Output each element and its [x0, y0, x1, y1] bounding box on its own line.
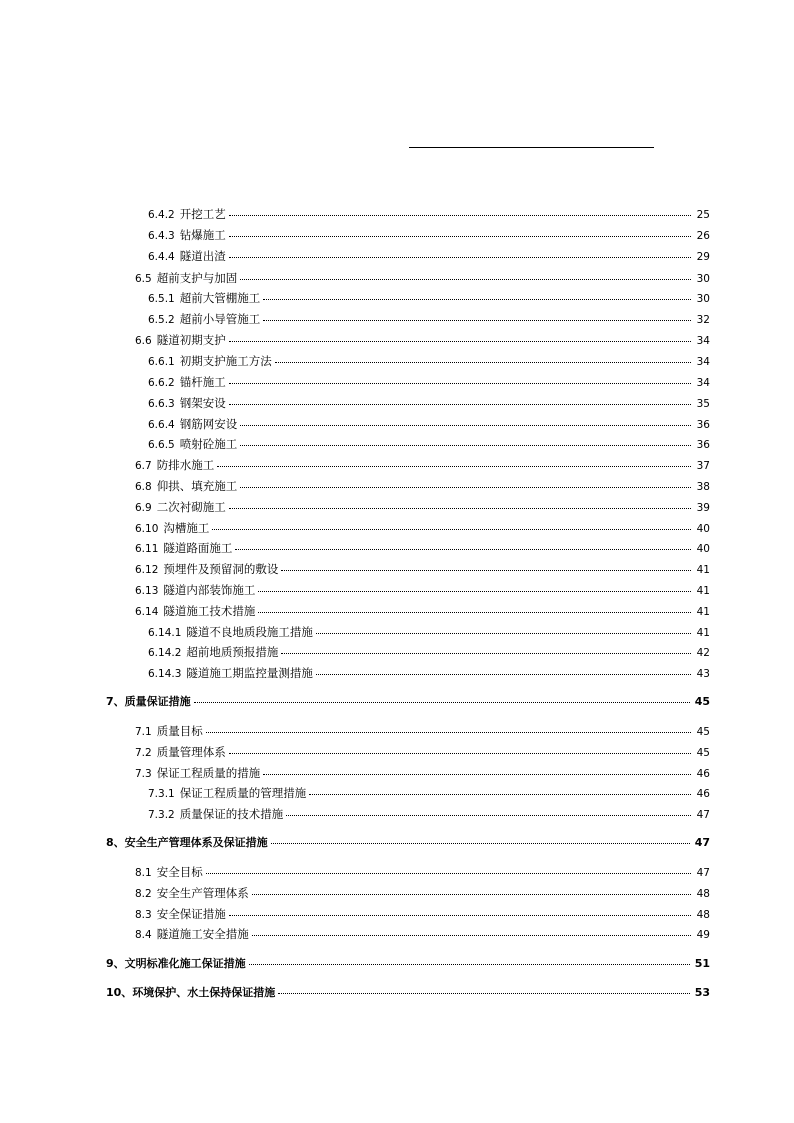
toc-entry-number: 6.6.5 [148, 439, 175, 451]
dot-leader [275, 362, 691, 363]
toc-entry[interactable] [148, 248, 710, 264]
toc-entry[interactable] [135, 603, 710, 619]
toc-entry-page: 41 [696, 585, 710, 597]
toc-entry-title: 超前支护与加固 [156, 271, 238, 285]
toc-entry-number: 8.1 [135, 867, 152, 879]
toc-entry-page: 41 [696, 564, 710, 576]
toc-entry-number: 6.6.3 [148, 398, 175, 410]
dot-leader [316, 633, 691, 634]
dot-leader [309, 794, 691, 795]
dot-leader [229, 341, 691, 342]
toc-entry-page: 53 [694, 986, 710, 999]
dot-leader [235, 549, 691, 550]
toc-entry[interactable] [135, 765, 710, 781]
toc-entry[interactable] [148, 290, 710, 306]
toc-entry[interactable] [135, 906, 710, 922]
toc-entry[interactable] [148, 624, 710, 640]
toc-entry-page: 30 [696, 293, 710, 305]
toc-entry-title: 钻爆施工 [179, 228, 226, 242]
dot-leader [229, 383, 691, 384]
dot-leader [271, 843, 690, 844]
toc-entry-page: 47 [696, 809, 710, 821]
toc-entry-title: 初期支护施工方法 [179, 354, 272, 368]
toc-entry-title: 隧道施工技术措施 [163, 604, 256, 618]
dot-leader [206, 732, 691, 733]
toc-entry-page: 36 [696, 419, 710, 431]
toc-entry[interactable] [148, 353, 710, 369]
toc-entry-title: 保证工程质量的管理措施 [179, 786, 307, 800]
toc-entry-number: 6.6.2 [148, 377, 175, 389]
toc-entry-page: 42 [696, 647, 710, 659]
dot-leader [229, 915, 691, 916]
toc-entry-number: 8、 [106, 836, 125, 849]
toc-entry[interactable] [135, 744, 710, 760]
toc-entry[interactable] [135, 885, 710, 901]
toc-entry[interactable] [148, 374, 710, 390]
toc-entry-number: 7.3.1 [148, 788, 175, 800]
toc-entry[interactable] [148, 416, 710, 432]
toc-entry-page: 45 [696, 747, 710, 759]
toc-entry-page: 35 [696, 398, 710, 410]
toc-entry[interactable] [148, 227, 710, 243]
toc-entry-title: 仰拱、填充施工 [156, 479, 238, 493]
dot-leader [286, 815, 691, 816]
toc-entry-number: 6.4.2 [148, 209, 175, 221]
toc-entry-number: 6.13 [135, 585, 159, 597]
toc-entry-title: 钢筋网安设 [179, 417, 238, 431]
toc-entry-number: 7、 [106, 695, 125, 708]
toc-entry-number: 6.11 [135, 543, 159, 555]
dot-leader [281, 570, 691, 571]
toc-entry-title: 质量管理体系 [156, 745, 226, 759]
toc-entry-title: 钢架安设 [179, 396, 226, 410]
toc-entry-number: 9、 [106, 957, 125, 970]
dot-leader [316, 674, 691, 675]
toc-entry-page: 49 [696, 929, 710, 941]
toc-entry-title: 安全保证措施 [156, 907, 226, 921]
toc-entry-page: 38 [696, 481, 710, 493]
toc-entry-number: 6.6 [135, 335, 152, 347]
toc-entry-title: 隧道初期支护 [156, 333, 226, 347]
dot-leader [240, 445, 691, 446]
toc-entry-title: 二次衬砌施工 [156, 500, 226, 514]
toc-entry-page: 37 [696, 460, 710, 472]
toc-entry-title: 隧道路面施工 [163, 541, 233, 555]
toc-entry-page: 43 [696, 668, 710, 680]
toc-entry[interactable] [135, 499, 710, 515]
toc-entry-number: 6.14.1 [148, 627, 182, 639]
toc-entry-title: 超前大管棚施工 [179, 291, 261, 305]
dot-leader [229, 236, 691, 237]
toc-entry-number: 6.7 [135, 460, 152, 472]
toc-entry[interactable] [135, 270, 710, 286]
toc-entry-number: 6.5.1 [148, 293, 175, 305]
toc-entry-number: 7.2 [135, 747, 152, 759]
toc-entry-page: 40 [696, 523, 710, 535]
toc-entry-number: 8.2 [135, 888, 152, 900]
toc-entry[interactable] [148, 665, 710, 681]
dot-leader [240, 425, 691, 426]
dot-leader [206, 873, 691, 874]
dot-leader [229, 753, 691, 754]
toc-entry-page: 46 [696, 788, 710, 800]
toc-entry[interactable] [106, 694, 710, 710]
toc-entry[interactable] [148, 644, 710, 660]
toc-entry-number: 6.12 [135, 564, 159, 576]
toc-entry[interactable] [135, 926, 710, 942]
toc-entry-page: 32 [696, 314, 710, 326]
toc-entry-number: 8.4 [135, 929, 152, 941]
dot-leader [229, 257, 691, 258]
toc-entry-title: 锚杆施工 [179, 375, 226, 389]
toc-entry-page: 47 [694, 836, 710, 849]
toc-entry-page: 41 [696, 606, 710, 618]
toc-entry[interactable] [135, 457, 710, 473]
toc-entry-title: 喷射砼施工 [179, 437, 238, 451]
dot-leader [263, 320, 691, 321]
dot-leader [229, 508, 691, 509]
toc-entry-title: 文明标准化施工保证措施 [124, 957, 246, 970]
toc-entry-page: 26 [696, 230, 710, 242]
toc-entry-title: 质量保证措施 [124, 695, 191, 708]
dot-leader [217, 466, 691, 467]
toc-entry-page: 30 [696, 273, 710, 285]
toc-entry[interactable] [106, 985, 710, 1001]
toc-entry-page: 46 [696, 768, 710, 780]
toc-entry[interactable] [135, 723, 710, 739]
toc-entry[interactable] [135, 540, 710, 556]
toc-entry-number: 8.3 [135, 909, 152, 921]
toc-entry-number: 6.14.2 [148, 647, 182, 659]
toc-entry-title: 隧道内部装饰施工 [163, 583, 256, 597]
toc-entry-page: 34 [696, 335, 710, 347]
toc-entry-page: 36 [696, 439, 710, 451]
toc-entry-title: 质量目标 [156, 724, 203, 738]
toc-entry-number: 6.14.3 [148, 668, 182, 680]
toc-entry-number: 6.10 [135, 523, 159, 535]
toc-entry[interactable] [148, 436, 710, 452]
toc-entry-title: 沟槽施工 [163, 521, 210, 535]
toc-entry-title: 开挖工艺 [179, 207, 226, 221]
toc-entry-title: 环境保护、水土保持保证措施 [132, 986, 276, 999]
toc-entry[interactable] [106, 835, 710, 851]
toc-entry-page: 34 [696, 377, 710, 389]
toc-entry[interactable] [135, 478, 710, 494]
toc-entry-page: 41 [696, 627, 710, 639]
dot-leader [252, 894, 691, 895]
dot-leader [249, 964, 690, 965]
dot-leader [263, 299, 691, 300]
toc-entry[interactable] [148, 806, 710, 822]
toc-entry[interactable] [106, 956, 710, 972]
toc-entry-title: 超前小导管施工 [179, 312, 261, 326]
toc-entry-number: 10、 [106, 986, 133, 999]
toc-entry-number: 6.5.2 [148, 314, 175, 326]
toc-entry-number: 7.1 [135, 726, 152, 738]
dot-leader [240, 279, 691, 280]
dot-leader [212, 529, 691, 530]
toc-entry[interactable] [135, 332, 710, 348]
toc-entry-title: 隧道不良地质段施工措施 [186, 625, 313, 639]
toc-entry-number: 6.9 [135, 502, 152, 514]
toc-entry-page: 51 [694, 957, 710, 970]
toc-entry-title: 安全生产管理体系及保证措施 [124, 836, 268, 849]
dot-leader [194, 702, 690, 703]
toc-entry-title: 安全目标 [156, 865, 203, 879]
dot-leader [258, 612, 691, 613]
toc-entry-title: 隧道出渣 [179, 249, 226, 263]
toc-entry-page: 25 [696, 209, 710, 221]
dot-leader [263, 774, 691, 775]
toc-entry-page: 45 [694, 695, 710, 708]
toc-entry-page: 29 [696, 251, 710, 263]
toc-entry-number: 6.4.3 [148, 230, 175, 242]
toc-entry[interactable] [148, 785, 710, 801]
toc-entry-title: 保证工程质量的措施 [156, 766, 261, 780]
toc-entry[interactable] [135, 582, 710, 598]
toc-entry-page: 40 [696, 543, 710, 555]
toc-entry-number: 6.5 [135, 273, 152, 285]
toc-entry-page: 34 [696, 356, 710, 368]
toc-entry-number: 6.8 [135, 481, 152, 493]
toc-entry-title: 隧道施工期监控量测措施 [186, 666, 313, 680]
toc-entry-number: 6.6.1 [148, 356, 175, 368]
toc-entry-number: 6.4.4 [148, 251, 175, 263]
toc-entry-page: 48 [696, 909, 710, 921]
toc-entry-title: 防排水施工 [156, 458, 215, 472]
toc-entry-number: 7.3 [135, 768, 152, 780]
toc-entry-page: 48 [696, 888, 710, 900]
dot-leader [281, 653, 691, 654]
toc-entry-title: 质量保证的技术措施 [179, 807, 284, 821]
toc-entry-page: 45 [696, 726, 710, 738]
toc-entry-number: 6.6.4 [148, 419, 175, 431]
dot-leader [278, 993, 689, 994]
dot-leader [258, 591, 691, 592]
toc-entry[interactable] [135, 520, 710, 536]
dot-leader [252, 935, 691, 936]
toc-entry-title: 安全生产管理体系 [156, 886, 249, 900]
toc-entry-page: 39 [696, 502, 710, 514]
toc-entry[interactable] [148, 206, 710, 222]
dot-leader [229, 404, 691, 405]
toc-entry-title: 超前地质预报措施 [186, 645, 279, 659]
toc-entry-number: 6.14 [135, 606, 159, 618]
toc-entry-page: 47 [696, 867, 710, 879]
toc-entry[interactable] [148, 311, 710, 327]
toc-entry-title: 隧道施工安全措施 [156, 927, 249, 941]
toc-entry-title: 预埋件及预留洞的敷设 [163, 562, 279, 576]
toc-entry[interactable] [135, 561, 710, 577]
dot-leader [240, 487, 691, 488]
toc-entry[interactable] [135, 864, 710, 880]
toc-entry-number: 7.3.2 [148, 809, 175, 821]
toc-entry[interactable] [148, 395, 710, 411]
dot-leader [229, 215, 691, 216]
